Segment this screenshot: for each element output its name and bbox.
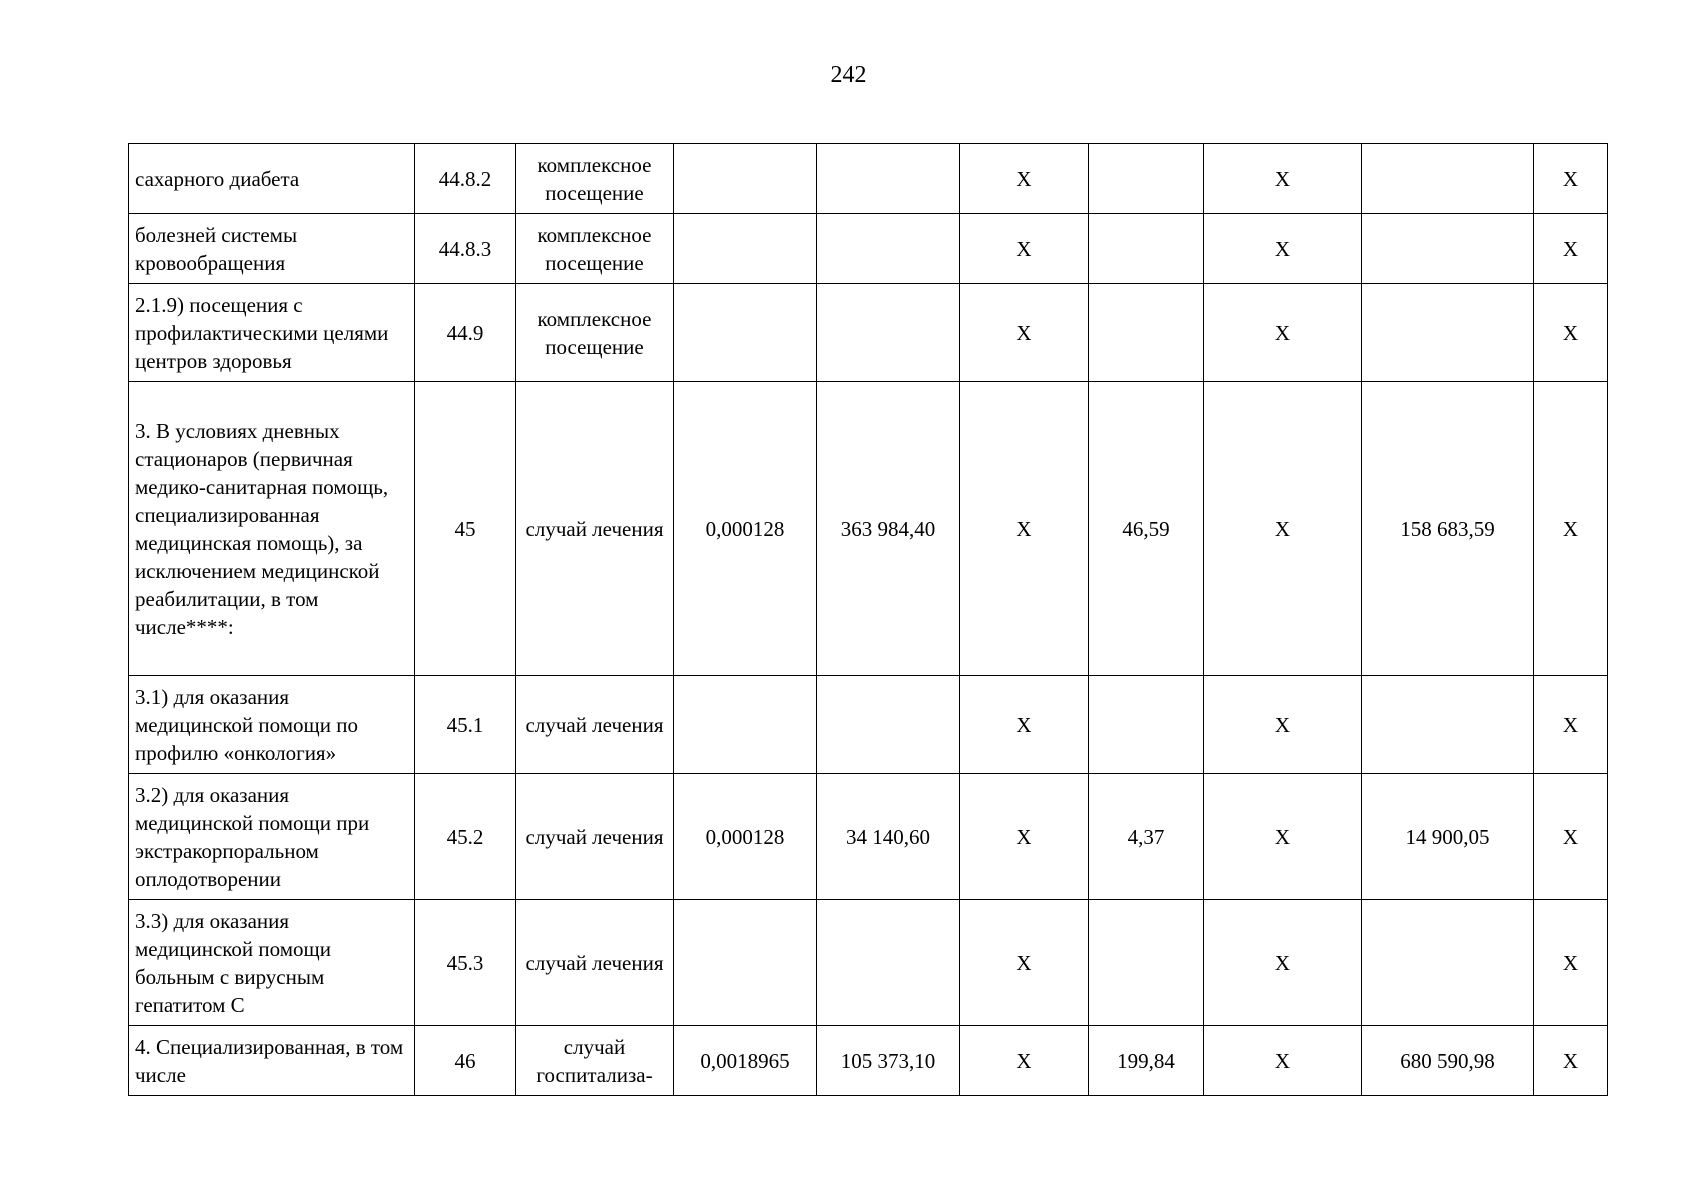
row-cell-8: Х — [1204, 900, 1362, 1026]
row-cell-5: 105 373,10 — [817, 1026, 960, 1096]
row-name: 4. Специализированная, в том числе — [129, 1026, 415, 1096]
row-cell-8: Х — [1204, 1026, 1362, 1096]
row-cell-4 — [674, 676, 817, 774]
row-name: болезней системы кровообращения — [129, 214, 415, 284]
table-row — [129, 284, 1608, 382]
row-unit: комплексное посещение — [516, 214, 674, 284]
row-unit: случай лечения — [516, 382, 674, 676]
row-unit: комплексное посещение — [516, 284, 674, 382]
row-cell-6: Х — [960, 284, 1089, 382]
table-row — [129, 900, 1608, 1026]
row-cell-9: 14 900,05 — [1362, 774, 1534, 900]
table-row — [129, 774, 1608, 900]
table-row — [129, 1026, 1608, 1096]
row-unit: случай лечения — [516, 676, 674, 774]
row-name: 3.2) для оказания медицинской помощи при экстракорпоральном оплодотворении — [129, 774, 415, 900]
row-cell-9: 158 683,59 — [1362, 382, 1534, 676]
row-cell-6: Х — [960, 774, 1089, 900]
table-row — [129, 144, 1608, 214]
row-cell-10: Х — [1534, 144, 1608, 214]
row-cell-7: 199,84 — [1089, 1026, 1204, 1096]
row-code: 45 — [415, 382, 516, 676]
row-cell-4 — [674, 144, 817, 214]
row-cell-7 — [1089, 284, 1204, 382]
data-table — [128, 143, 1608, 1096]
row-cell-10: Х — [1534, 774, 1608, 900]
row-cell-9 — [1362, 900, 1534, 1026]
row-code: 45.1 — [415, 676, 516, 774]
row-cell-7 — [1089, 900, 1204, 1026]
row-cell-6: Х — [960, 144, 1089, 214]
row-cell-10: Х — [1534, 900, 1608, 1026]
row-cell-5 — [817, 214, 960, 284]
row-cell-6: Х — [960, 676, 1089, 774]
row-cell-9: 680 590,98 — [1362, 1026, 1534, 1096]
row-cell-9 — [1362, 214, 1534, 284]
row-cell-5: 363 984,40 — [817, 382, 960, 676]
row-cell-7 — [1089, 214, 1204, 284]
row-code: 44.8.2 — [415, 144, 516, 214]
row-unit: случай госпитализа- — [516, 1026, 674, 1096]
row-cell-10: Х — [1534, 1026, 1608, 1096]
row-cell-6: Х — [960, 900, 1089, 1026]
row-cell-9 — [1362, 144, 1534, 214]
table-row — [129, 382, 1608, 676]
row-cell-5: 34 140,60 — [817, 774, 960, 900]
row-name: 3.3) для оказания медицинской помощи больным с вирусным гепатитом С — [129, 900, 415, 1026]
row-cell-8: Х — [1204, 284, 1362, 382]
row-cell-6: Х — [960, 214, 1089, 284]
page-number: 242 — [830, 62, 867, 88]
row-cell-7: 46,59 — [1089, 382, 1204, 676]
row-cell-9 — [1362, 676, 1534, 774]
row-cell-8: Х — [1204, 774, 1362, 900]
row-cell-7: 4,37 — [1089, 774, 1204, 900]
row-code: 45.3 — [415, 900, 516, 1026]
row-code: 46 — [415, 1026, 516, 1096]
row-cell-5 — [817, 144, 960, 214]
row-cell-8: Х — [1204, 382, 1362, 676]
row-unit: случай лечения — [516, 900, 674, 1026]
row-cell-8: Х — [1204, 214, 1362, 284]
row-name: 3.1) для оказания медицинской помощи по профилю «онкология» — [129, 676, 415, 774]
table-row — [129, 214, 1608, 284]
table-row — [129, 676, 1608, 774]
row-cell-10: Х — [1534, 382, 1608, 676]
row-cell-5 — [817, 900, 960, 1026]
row-name: 2.1.9) посещения с профилактическими целями центров здоровья — [129, 284, 415, 382]
row-cell-4 — [674, 900, 817, 1026]
row-cell-6: Х — [960, 1026, 1089, 1096]
row-cell-6: Х — [960, 382, 1089, 676]
row-name: 3. В условиях дневных стационаров (первичная медико-санитарная помощь, специализированная медицинская помощь), за исключением медицинской реабилитации, в том числе****: — [129, 382, 415, 676]
row-cell-7 — [1089, 676, 1204, 774]
row-cell-8: Х — [1204, 144, 1362, 214]
row-cell-8: Х — [1204, 676, 1362, 774]
row-cell-4: 0,000128 — [674, 774, 817, 900]
row-cell-5 — [817, 676, 960, 774]
row-unit: комплексное посещение — [516, 144, 674, 214]
row-cell-4: 0,000128 — [674, 382, 817, 676]
row-cell-5 — [817, 284, 960, 382]
row-cell-10: Х — [1534, 676, 1608, 774]
row-name: сахарного диабета — [129, 144, 415, 214]
row-cell-7 — [1089, 144, 1204, 214]
row-code: 44.9 — [415, 284, 516, 382]
row-code: 44.8.3 — [415, 214, 516, 284]
row-code: 45.2 — [415, 774, 516, 900]
row-unit: случай лечения — [516, 774, 674, 900]
row-cell-4: 0,0018965 — [674, 1026, 817, 1096]
row-cell-10: Х — [1534, 284, 1608, 382]
row-cell-9 — [1362, 284, 1534, 382]
row-cell-4 — [674, 284, 817, 382]
row-cell-10: Х — [1534, 214, 1608, 284]
row-cell-4 — [674, 214, 817, 284]
